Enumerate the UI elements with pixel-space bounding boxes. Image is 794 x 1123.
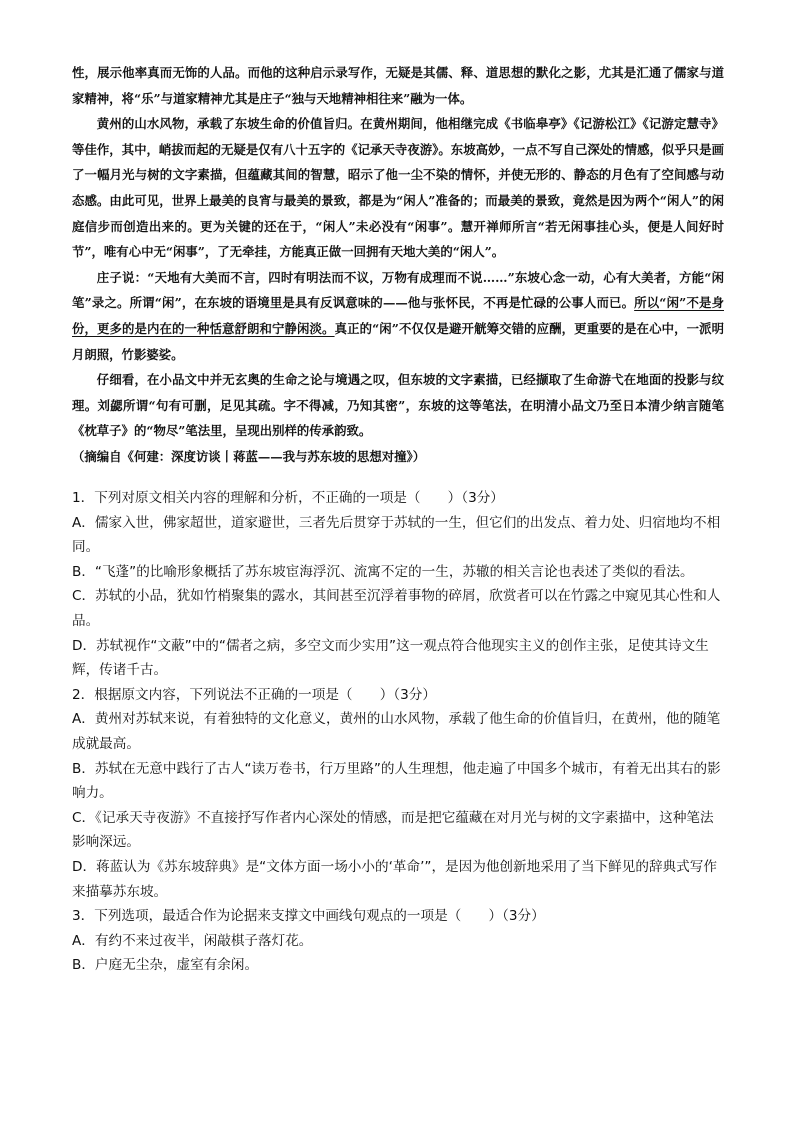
option-b: B．户庭无尘杂，虚室有余闲。 — [72, 957, 259, 974]
option-d: D．苏轼视作“文蔽”中的“儒者之病，多空文而少实用”这一观点符合他现实主义的创作主张，足使其诗文生辉，传诸千古。 — [72, 637, 709, 679]
question-stem: 1．下列对原文相关内容的理解和分析，不正确的一项是（ ）（3分） — [72, 490, 504, 506]
option-a: A．儒家入世，佛家超世，道家避世，三者先后贯穿于苏轼的一生，但它们的出发点、着力处、归宿地均不相同。 — [72, 514, 721, 556]
option-b: B．“飞蓬”的比喻形象概括了苏东坡宦海浮沉、流寓不定的一生，苏辙的相关言论也表述了类似的看法。 — [72, 563, 694, 580]
passage-text: 庄子说：“天地有大美而不言，四时有明法而不议，万物有成理而不说……”东坡心念一动，心有大美者，方能“闲笔”录之。所谓“闲”，在东坡的语境里是具有反讽意味的——他与张怀民，不再是忙碌的公事人而已。 — [72, 269, 724, 311]
passage-paragraph — [72, 265, 724, 367]
question-stem: 3．下列选项，最适合作为论据来支撑文中画线句观点的一项是（ ）（3分） — [72, 908, 545, 925]
option-c: C．《记承天寺夜游》不直接抒写作者内心深处的情感，而是把它蕴藏在对月光与树的文字素描中，这种笔法影响深远。 — [72, 809, 714, 851]
underlined-sentence: 所以“闲”不是身份，更多的是内在的一种恬意舒朗和宁静闲淡。 — [72, 295, 724, 336]
option-b: B．苏轼在无意中践行了古人“读万卷书，行万里路”的人生理想，他走遍了中国多个城市，有着无出其右的影响力。 — [72, 760, 721, 802]
option-d: D．蒋蓝认为《苏东坡辞典》是“文体方面一场小小的‘革命’”，是因为他创新地采用了当下鲜见的辞典式写作来描摹苏东坡。 — [72, 858, 717, 900]
passage-paragraph: 性，展示他率真而无饰的人品。而他的这种启示录写作，无疑是其儒、释、道思想的默化之影，尤其是汇通了儒家与道家精神，将“乐”与道家精神尤其是庄子“独与天地精神相往来”融为一体。 — [72, 65, 724, 106]
passage-source: （摘编自《何建：深度访谈丨蒋蓝——我与苏东坡的思想对撞》） — [72, 448, 426, 464]
question-list — [72, 486, 724, 978]
option-c: C．苏轼的小品，犹如竹梢聚集的露水，其间甚至沉浮着事物的碎屑，欣赏者可以在竹露之中窥见其心性和人品。 — [72, 588, 721, 629]
passage-paragraph: 仔细看，在小品文中并无玄奥的生命之论与境遇之叹，但东坡的文字素描，已经撷取了生命游弋在地面的投影与纹理。刘勰所谓“句有可删，足见其疏。字不得减，乃知其密”，东坡的这等笔法，在明清小品文乃至日本清少纳言随笔《枕草子》的“物尽”笔法里，呈现出别样的传承韵致。 — [72, 372, 724, 439]
question-stem: 2．根据原文内容，下列说法不正确的一项是（ ）（3分） — [72, 686, 436, 703]
option-a: A．黄州对苏轼来说，有着独特的文化意义，黄州的山水风物，承载了他生命的价值旨归，在黄州，他的随笔成就最高。 — [72, 711, 721, 752]
question-1 — [72, 486, 724, 683]
reading-passage — [72, 60, 724, 470]
passage-text: 真正的“闲”不仅仅是避开觥筹交错的应酬，更重要的是在心中，一派明月朗照，竹影婆娑。 — [72, 320, 725, 362]
option-a: A．有约不来过夜半，闲敲棋子落灯花。 — [72, 932, 313, 949]
question-2 — [72, 683, 724, 904]
passage-paragraph: 黄州的山水风物，承载了东坡生命的价值旨归。在黄州期间，他相继完成《书临皋亭》《记游松江》《记游定慧寺》等佳作，其中，峭拔而起的无疑是仅有八十五字的《记承天寺夜游》。东坡高妙，一点不写自己深处的情感，似乎只是画了一幅月光与树的文字素描，但蕴藏其间的智慧，昭示了他一尘不染的情怀，并使无形的、静态的月色有了空间感与动态感。由此可见，世界上最美的良宵与最美的景致，都是为“闲人”准备的；而最美的景致，竟然是因为两个“闲人”的闲庭信步而创造出来的。更为关键的还在于，“闲人”未必没有“闲事”。慧开禅师所言“若无闲事挂心头，便是人间好时节”，唯有心中无“闲事”，了无牵挂，方能真正做一回拥有天地大美的“闲人”。 — [72, 116, 724, 260]
question-3 — [72, 904, 724, 978]
